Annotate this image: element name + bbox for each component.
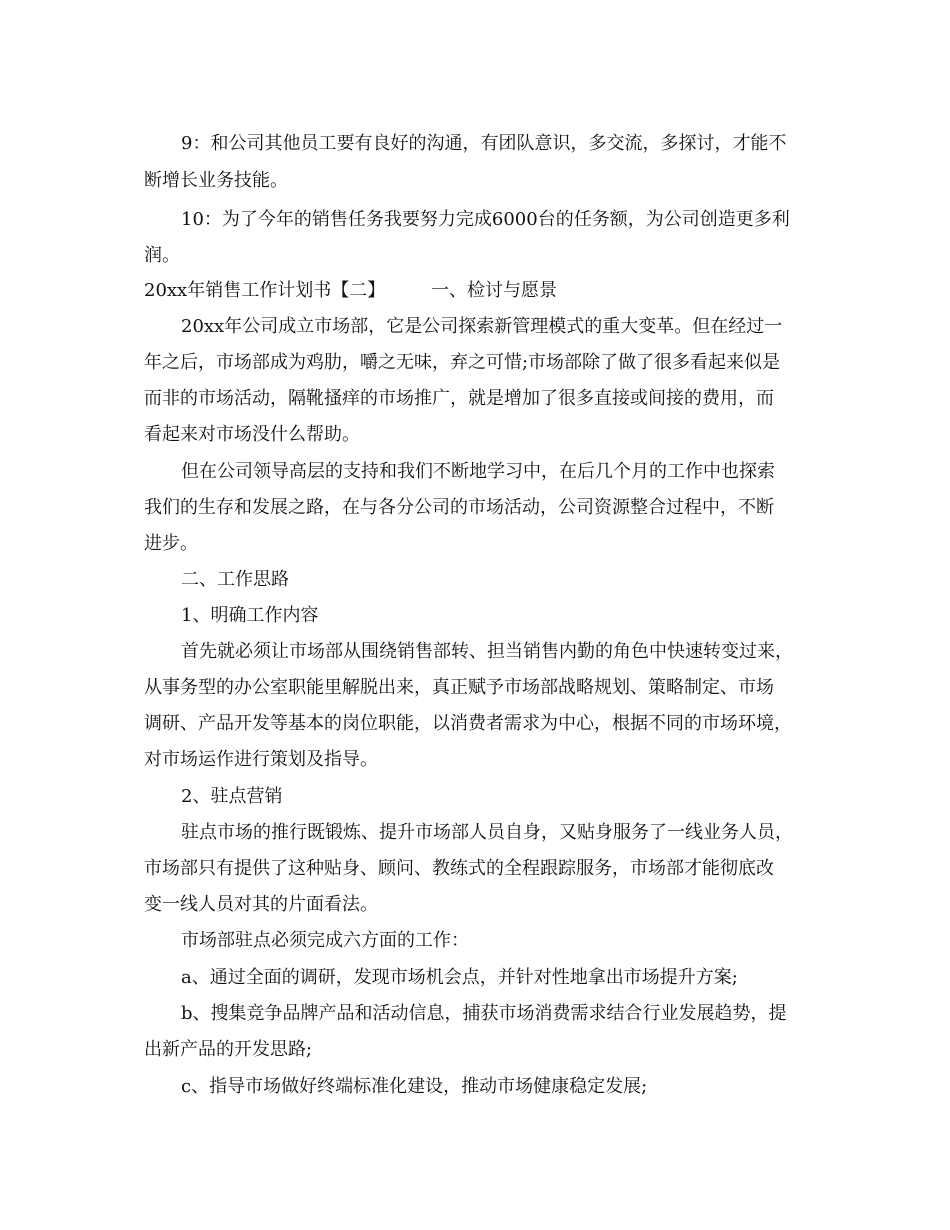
text-line: 9：和公司其他员工要有良好的沟通，有团队意识，多交流，多探讨，才能不	[181, 133, 787, 154]
text-line: 断增长业务技能。	[144, 170, 288, 191]
text-line: 从事务型的办公室职能里解脱出来，真正赋予市场部战略规划、策略制定、市场	[144, 677, 774, 698]
subsection-heading: 1、明确工作内容	[181, 605, 319, 626]
text-line: 变一线人员对其的片面看法。	[144, 894, 378, 915]
text-line: 看起来对市场没什么帮助。	[144, 424, 360, 445]
section-heading: 二、工作思路	[181, 569, 289, 590]
text-line: 但在公司领导高层的支持和我们不断地学习中，在后几个月的工作中也探索	[181, 461, 775, 482]
section-heading: 20xx年销售工作计划书【二】 一、检讨与愿景	[144, 280, 557, 301]
text-line: 对市场运作进行策划及指导。	[144, 749, 378, 770]
text-line: 20xx年公司成立市场部，它是公司探索新管理模式的重大变革。但在经过一	[181, 316, 783, 337]
text-line: 驻点市场的推行既锻炼、提升市场部人员自身，又贴身服务了一线业务人员，	[181, 822, 793, 843]
text-line: 我们的生存和发展之路，在与各分公司的市场活动，公司资源整合过程中，不断	[144, 497, 774, 518]
list-item: c、指导市场做好终端标准化建设，推动市场健康稳定发展;	[181, 1076, 648, 1097]
list-item-continuation: 出新产品的开发思路;	[144, 1039, 313, 1060]
list-item: a、通过全面的调研，发现市场机会点，并针对性地拿出市场提升方案;	[181, 967, 738, 988]
list-item: b、搜集竞争品牌产品和活动信息，捕获市场消费需求结合行业发展趋势，提	[181, 1003, 787, 1024]
text-line: 年之后，市场部成为鸡肋，嚼之无味，弃之可惜;市场部除了做了很多看起来似是	[144, 352, 781, 373]
text-line: 而非的市场活动，隔靴搔痒的市场推广，就是增加了很多直接或间接的费用，而	[144, 388, 774, 409]
text-line: 首先就必须让市场部从围绕销售部转、担当销售内勤的角色中快速转变过来，	[181, 641, 793, 662]
text-line: 润。	[144, 245, 180, 266]
text-line: 市场部只有提供了这种贴身、顾问、教练式的全程跟踪服务，市场部才能彻底改	[144, 858, 774, 879]
text-line: 进步。	[144, 533, 198, 554]
text-line: 10：为了今年的销售任务我要努力完成6000台的任务额，为公司创造更多利	[181, 209, 790, 230]
subsection-heading: 2、驻点营销	[181, 786, 283, 807]
text-line: 调研、产品开发等基本的岗位职能，以消费者需求为中心，根据不同的市场环境，	[144, 713, 792, 734]
text-line: 市场部驻点必须完成六方面的工作：	[181, 930, 469, 951]
